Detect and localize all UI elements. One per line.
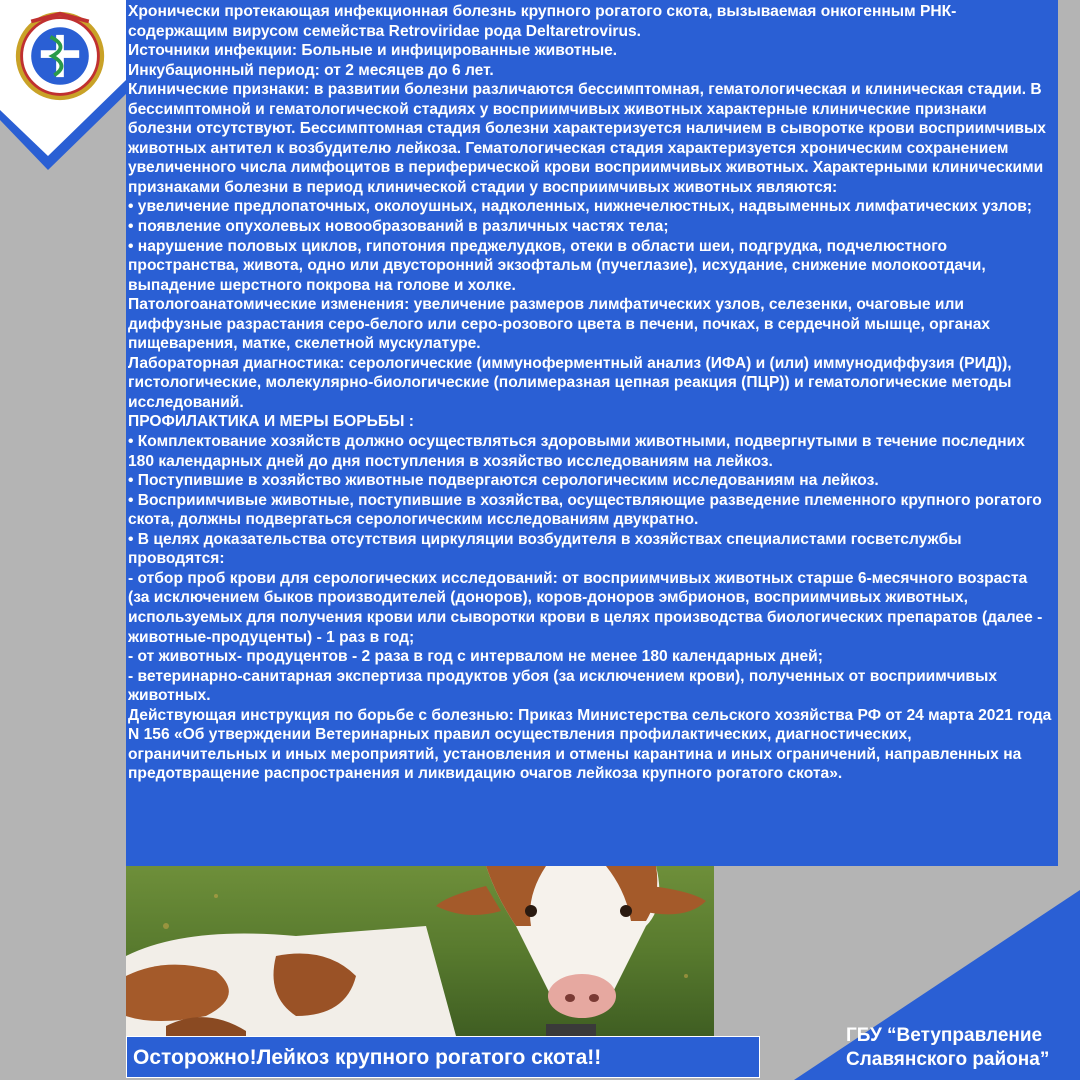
veterinary-emblem-icon [12, 8, 108, 104]
info-paragraph: Действующая инструкция по борьбе с болезнью: Приказ Министерства сельского хозяйства РФ от 24 марта 2021 года N 156 «Об утверждении Ветеринарных правил осуществления профилактических, диагностических, ограничительных и иных мероприятий, установления и отмены карантина и иных ограничений, направленных на предотвращение распространения и ликвидацию очагов лейкоза крупного рогатого скота». [128, 706, 1052, 783]
organization-name: ГБУ “Ветуправление Славянского района” [846, 1025, 1050, 1070]
info-paragraph: Инкубационный период: от 2 месяцев до 6 лет. [128, 61, 494, 79]
info-paragraph: Хронически протекающая инфекционная болезнь крупного рогатого скота, вызываемая онкогенным РНК-содержащим вирусом семейства Retroviridae рода Deltaretrovirus. [128, 3, 957, 40]
info-paragraph: • увеличение предлопаточных, околоушных, надколенных, нижнечелюстных, надвыменных лимфатических узлов; [128, 198, 1033, 216]
info-text-panel [126, 0, 1058, 866]
info-paragraph: - отбор проб крови для серологических исследований: от восприимчивых животных старше 6-месячного возраста (за исключением быков производителей (доноров), коров-доноров эмбрионов, восприимчивых животных, используемых для получения крови или сыворотки крови в целях производства биологических препаратов (далее - животные-продуценты) - 1 раз в год; [128, 569, 1043, 646]
info-paragraph: • появление опухолевых новообразований в различных частях тела; [128, 218, 669, 236]
info-paragraph: • Восприимчивые животные, поступившие в хозяйства, осуществляющие разведение племенного крупного рогатого скота, должны подвергаться серологическим исследованиям двукратно. [128, 491, 1042, 529]
cow-photo [126, 866, 714, 1036]
info-paragraph: Лабораторная диагностика: серологические (иммуноферментный анализ (ИФА) и (или) иммунодиффузия (РИД)), гистологические, молекулярно-биологические (полимеразная цепная реакция (ПЦР)) и гематологические методы исследований. [128, 354, 1012, 411]
info-paragraph: Патологоанатомические изменения: увеличение размеров лимфатических узлов, селезенки, очаговые или диффузные разрастания серо-белого или серо-розового цвета в печени, почках, в сердечной мышце, органах пищеварения, матке, скелетной мускулатуре. [128, 296, 991, 353]
info-paragraph: Клинические признаки: в развитии болезни различаются бессимптомная, гематологическая и клиническая стадии. В бессимптомной и гематологической стадиях у восприимчивых животных характерные клинические признаки болезни отсутствуют. Бессимптомная стадия болезни характеризуется наличием в сыворотке крови восприимчивых животных антител к возбудителю лейкоза. Гематологическая стадия характеризуется хроническим сохранением увеличенного числа лимфоцитов в периферической крови восприимчивых животных. Характерными клиническими признаками болезни в период клинической стадии у восприимчивых животных являются: [128, 81, 1046, 196]
info-paragraph: ПРОФИЛАКТИКА И МЕРЫ БОРЬБЫ : [128, 413, 414, 431]
info-paragraph: - ветеринарно-санитарная экспертиза продуктов убоя (за исключением крови), полученных от восприимчивых животных. [128, 667, 998, 705]
info-paragraph: Источники инфекции: Больные и инфицированные животные. [128, 42, 618, 60]
info-paragraph: • В целях доказательства отсутствия циркуляции возбудителя в хозяйствах специалистами госветслужбы проводятся: [128, 530, 962, 568]
info-paragraph: • нарушение половых циклов, гипотония преджелудков, отеки в области шеи, подгрудка, подчелюстного пространства, живота, одно или двусторонний экзофтальм (пучеглазие), исхудание, снижение молокоотдачи, выпадение шерстного покрова на голове и холке. [128, 237, 986, 294]
info-paragraph: - от животных- продуцентов - 2 раза в год с интервалом не менее 180 календарных дней; [128, 648, 823, 666]
page-title: Осторожно!Лейкоз крупного рогатого скота!! [126, 1036, 760, 1078]
info-paragraph: • Комплектование хозяйств должно осуществляться здоровыми животными, подвергнутыми в течение последних 180 календарных дней до дня поступления в хозяйство исследованиям на лейкоз. [128, 433, 1025, 470]
info-paragraph: • Поступившие в хозяйство животные подвергаются серологическим исследованиям на лейкоз. [128, 472, 879, 490]
